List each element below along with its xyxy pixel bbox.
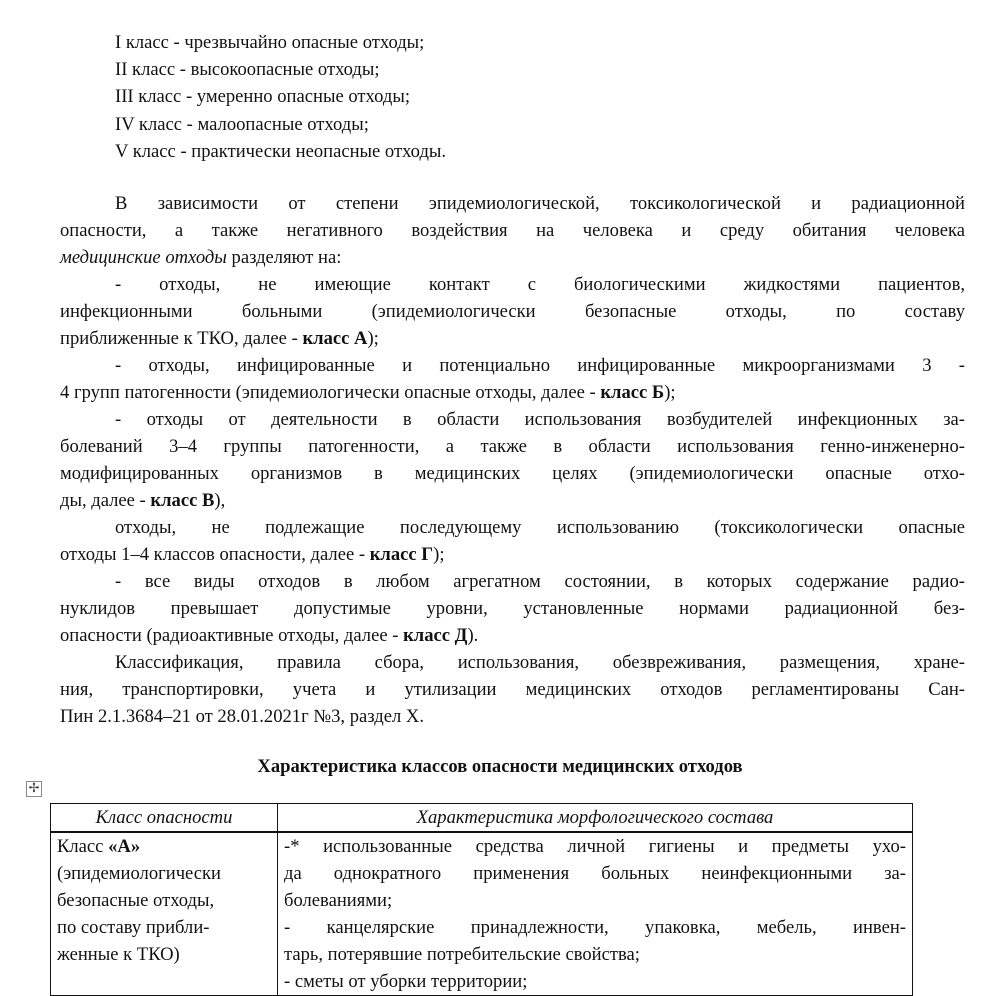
table-title: Характеристика классов опасности медицинских отходов [257,756,743,777]
paragraph-line [60,433,965,460]
paragraph-line [60,487,965,514]
text-segment: нуклидов превышает допустимые уровни, установленные нормами радиационной без- [60,598,965,619]
paragraph-line [60,676,965,703]
text-segment: ния, транспортировки, учета и утилизации медицинских отходов регламентированы Сан- [60,679,965,700]
hazard-class-item: I класс - чрезвычайно опасные отходы; [115,32,425,53]
text-segment: - отходы, инфицированные и потенциально инфицированные микроорганизмами 3 - [115,355,965,376]
text-segment: опасности (радиоактивные отходы, далее - [60,625,404,646]
class-label [57,833,271,860]
text-segment: отходы, не подлежащие последующему использованию (токсикологически опасные [115,517,965,538]
text-segment: ); [433,544,445,565]
hazard-class-item: II класс - высокоопасные отходы; [115,59,380,81]
table-move-handle-icon[interactable]: ✢ [26,781,42,797]
text-segment: ); [367,328,379,349]
paragraph-line [60,622,965,649]
text-segment: ); [664,382,676,403]
text-segment: ). [467,625,479,646]
paragraph-line [115,190,965,217]
text-segment: - отходы, не имеющие контакт с биологическими жидкостями пациентов, [115,274,965,295]
composition-cell [278,832,913,996]
text-segment: ды, далее - [60,490,151,511]
hazard-class-table [50,803,913,996]
text-segment: инфекционными больными (эпидемиологически безопасные отходы, по составу [60,301,965,322]
text-segment: ), [214,490,226,511]
class-description-line: по составу прибли- [57,917,210,938]
class-cell [51,832,278,996]
class-description-line: безопасные отходы, [57,890,215,911]
paragraph-line [60,217,965,244]
paragraph-line [60,325,965,352]
hazard-class-item: III класс - умеренно опасные отходы; [115,86,410,108]
table-row [51,832,913,996]
text-segment: отходы 1–4 классов опасности, далее - [60,544,370,565]
paragraph-line [60,298,965,325]
paragraph-line [115,649,965,676]
composition-line: да однократного применения больных неинфекционными за- [284,863,906,884]
class-prefix: Класс [57,836,109,857]
hazard-class-item: V класс - практически неопасные отходы. [115,140,447,162]
text-segment: Пин 2.1.3684–21 от 28.01.2021г №3, раздел X. [60,706,424,727]
paragraph-line [60,460,965,487]
paragraph-line [115,406,965,433]
paragraph-line [60,595,965,622]
paragraph-line [60,541,965,568]
paragraph-line [60,379,965,406]
text-segment: Классификация, правила сбора, использования, обезвреживания, размещения, хране- [115,652,965,673]
text-segment: приближенные к ТКО, далее - [60,328,303,349]
composition-line: -* использованные средства личной гигиены и предметы ухо- [284,836,906,857]
composition-line: - канцелярские принадлежности, упаковка, мебель, инвен- [284,917,906,938]
class-description-line: женные к ТКО) [57,944,180,965]
bold-text: класс Г [369,544,434,565]
class-description-line: (эпидемиологически [57,863,222,884]
class-name: «А» [108,836,141,857]
paragraph-line [60,703,965,730]
composition-line: болеваниями; [284,890,393,911]
paragraph-line [60,244,965,271]
composition-line: - сметы от уборки территории; [284,971,528,992]
header-composition: Характеристика морфологического состава [278,804,913,833]
text-segment: модифицированных организмов в медицинских целях (эпидемиологически опасные отхо- [60,463,965,484]
text-segment: 4 групп патогенности (эпидемиологически опасные отходы, далее - [60,382,601,403]
bold-text: класс Б [600,382,665,403]
text-segment: - все виды отходов в любом агрегатном состоянии, в которых содержание радио- [115,571,965,592]
hazard-class-item: IV класс - малоопасные отходы; [115,113,369,135]
paragraph-line [115,514,965,541]
paragraph-line [115,271,965,298]
text-segment: опасности, а также негативного воздействия на человека и среду обитания человека [60,220,965,241]
paragraph-line [115,352,965,379]
paragraph-line [115,568,965,595]
table-header-row [51,804,913,833]
bold-text: класс Д [403,625,468,646]
bold-text: класс В [150,490,215,511]
text-segment: болеваний 3–4 группы патогенности, а также в области использования генно-инженерно- [60,436,965,457]
bold-text: класс А [302,328,368,349]
text-segment: В зависимости от степени эпидемиологической, токсикологической и радиационной [115,193,965,214]
header-hazard-class: Класс опасности [51,804,278,833]
text-segment: - отходы от деятельности в области использования возбудителей инфекционных за- [115,409,965,430]
composition-line: тарь, потерявшие потребительские свойства; [284,944,640,965]
italic-text: медицинские отходы [60,247,227,268]
text-segment: разделяют на: [226,247,342,268]
